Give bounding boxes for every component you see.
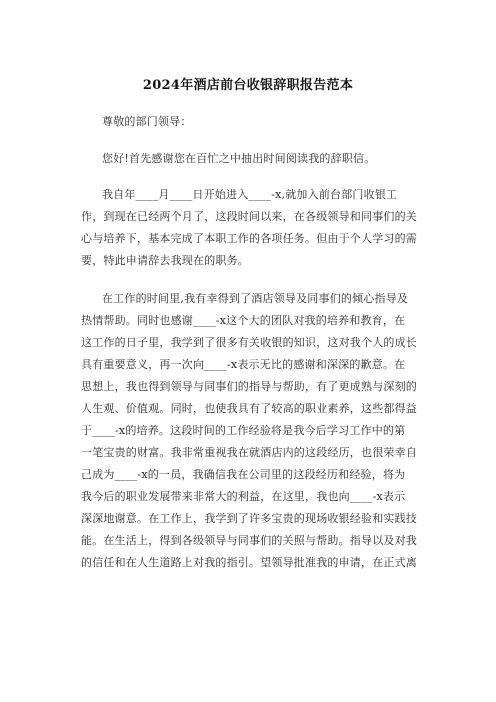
body-line: 的信任和在人生道路上对我的指引。望领导批准我的申请，在正式离 <box>81 556 417 569</box>
salutation: 尊敬的部门领导： <box>102 115 192 128</box>
document-title: 2024年酒店前台收银辞职报告范本 <box>142 78 354 93</box>
body-line: 人生观、价值观。同时，也使我具有了较高的职业素养，这些都得益 <box>81 402 417 415</box>
body-line: 思想上，我也得到领导与同事们的指导与帮助，有了更成熟与深刻的 <box>81 380 417 393</box>
body-line: 这工作的日子里，我学到了很多有关收银的知识，这对我个人的成长 <box>81 336 417 349</box>
body-line: 热情帮助。同时也感谢____-x这个大的团队对我的培养和教育，在 <box>81 314 406 327</box>
body-line: 一笔宝贵的财富。我非常重视我在就酒店内的这段经历，也很荣幸自 <box>81 446 417 459</box>
body-line: 作，到现在已经两个月了，这段时间以来，在各级领导和同事们的关 <box>81 210 417 223</box>
body-line: 于____-x的培养。这段时间的工作经验将是我今后学习工作中的第 <box>81 424 406 437</box>
body-line: 深深地谢意。在工作上，我学到了许多宝贵的现场收银经验和实践技 <box>81 512 417 525</box>
body-line: 具有重要意义，再一次向____-x表示无比的感谢和深深的歉意。在 <box>81 358 406 371</box>
body-line: 能。在生活上，得到各级领导与同事们的关照与帮助。指导以及对我 <box>81 534 417 547</box>
body-line: 要，特此申请辞去我现在的职务。 <box>81 254 249 267</box>
body-line: 心与培养下，基本完成了本职工作的各项任务。但由于个人学习的需 <box>81 232 417 245</box>
body-line: 我自年____月____日开始进入____-x,就加入前台部门收银工 <box>102 188 398 201</box>
greeting: 您好!首先感谢您在百忙之中抽出时间阅读我的辞职信。 <box>102 152 376 165</box>
body-line: 我今后的职业发展带来非常大的利益，在这里，我也向____-x表示 <box>81 490 406 503</box>
body-line: 己成为____-x的一员，我确信我在公司里的这段经历和经验，将为 <box>81 468 406 481</box>
body-line: 在工作的时间里,我有幸得到了酒店领导及同事们的倾心指导及 <box>102 292 409 305</box>
